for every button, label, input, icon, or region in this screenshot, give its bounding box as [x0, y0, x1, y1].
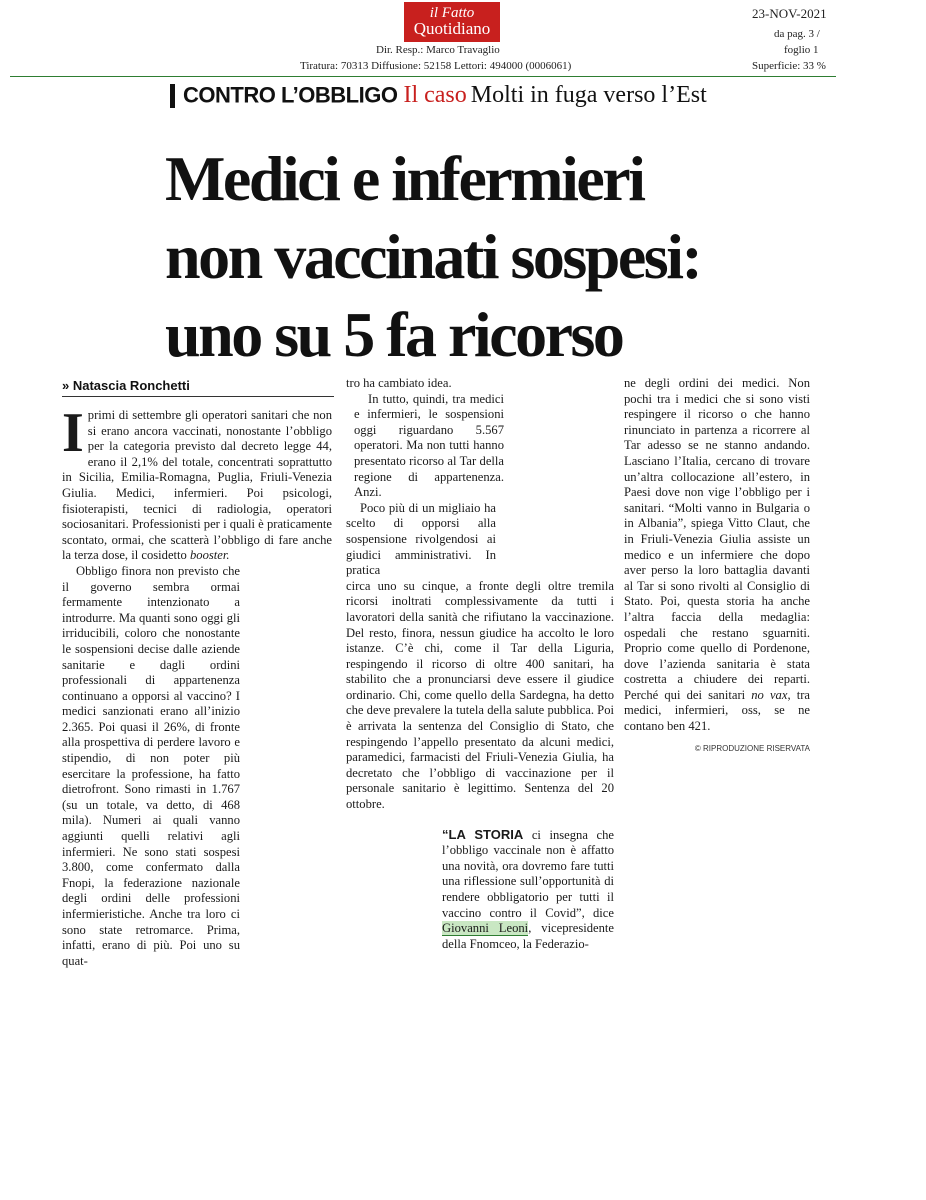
headline-line3: uno su 5 fa ricorso [165, 299, 623, 370]
paragraph: tro ha cambiato idea. [346, 376, 452, 390]
emphasis: no vax [751, 687, 788, 702]
logo-line2: Quotidiano [413, 19, 491, 38]
sheet-label: foglio 1 [784, 44, 819, 56]
kicker [170, 82, 707, 110]
paragraph: Poco più di un migliaio ha scelto di opporsi alla sospensione rivolgendosi ai giudici amministrativi. In pratica [346, 500, 496, 578]
page-label: da pag. 3 / [774, 28, 820, 40]
quote-text: ci insegna che l’obbligo vaccinale non è affatto una novità, ora dovremo fare tutti una riflessione sull’opportunità di rendere obbligatorio per tutti il vaccino contro il Covid”, dice [442, 827, 614, 920]
paragraph: Obbligo finora non previsto che il governo sembra ormai fermamente intenzionato a introdurre. Ma quanti sono oggi gli irriducibili, coloro che nonostante le sospensioni decise dalle aziende sanitarie e dagli ordini professionali di appartenenza continuano a opporsi al vaccino? I medici sanzionati erano all’inizio 2.365. Poi quasi il 26%, di fronte alla prospettiva di perdere lavoro e stipendio, di non poter più esercitare la professione, ha fatto dietrofront. Sono rimasti in 1.767 (su un totale, va detto, di 468 mila). Numeri ai quali vanno aggiunti quelli relativi agli infermieri. Ne sono stati sospesi 3.800, come confermato dalla Fnopi, la federazione nazionale degli ordini delle professioni infermieristiche. Anche tra loro ci sono state retromarce. Prima, infatti, erano di più. Poi uno su quat- [62, 563, 240, 968]
byline: » Natascia Ronchetti [62, 378, 190, 393]
quote-lead: “LA STORIA [442, 826, 524, 842]
article-column-3 [624, 376, 810, 756]
paragraph [62, 402, 332, 564]
date-label: 23-NOV-2021 [752, 6, 827, 21]
headline-line2: non vaccinati sospesi: [165, 221, 701, 292]
author-name: Natascia Ronchetti [72, 378, 190, 393]
director-line: Dir. Resp.: Marco Travaglio [376, 44, 500, 56]
emphasis: booster. [190, 548, 230, 563]
highlighted-name: Giovanni Leoni [442, 921, 529, 936]
kicker-section: CONTRO L’OBBLIGO [183, 82, 398, 108]
paragraph-text: ne degli ordini dei medici. Non pochi tra i medici che si sono visti respingere il ricorso o che hanno rinunciato in partenza a ricorrere al Tar adesso se ne stanno andando. Lasciano l’Italia, cercano di trovare un’altra collocazione all’estero, in Paesi dove non vige l’obbligo per i sanitari. “Molti vanno in Bulgaria o in Albania”, spiega Vitto Claut, che in Friuli-Venezia Giulia assiste un medico e un infermiere che dopo aver perso la loro battaglia davanti al Tar si sono rivolti al Consiglio di Stato. Poi, questa storia ha anche l’altra faccia della medaglia: ospedali che restano sguarniti. Proprio come quello di Pordenone, dove l’azienda sanitaria è stata costretta a chiudere dei reparti. Perché qui dei sanitari [624, 376, 810, 702]
kicker-label: Il caso [403, 82, 467, 108]
kicker-text: Molti in fuga verso l’Est [470, 82, 707, 108]
surface-label: Superficie: 33 % [752, 60, 826, 72]
copyright-note: © RIPRODUZIONE RISERVATA [694, 743, 810, 753]
logo-line1: il Fatto [429, 5, 475, 21]
paragraph-text: primi di settembre gli operatori sanitari che non si erano ancora vaccinati, nonostante l’obbligo per la categoria previsto dal decreto legge 44, erano il 2,1% del totale, concentrati soprattutto in Sicilia, Emilia-Romagna, Puglia, Friuli-Venezia Giulia. Medici, infermieri. Poi psicologi, fisioterapisti, tecnici di radiologia, operatori sociosanitari. Professionisti per i quali è praticamente scontato, ormai, che scatterà l’obbligo di fare anche la terza dose, il cosidetto [62, 408, 332, 563]
paragraph: In tutto, quindi, tra medici e infermieri, le sospensioni oggi riguardano 5.567 operatori. Ma non tutti hanno presentato ricorso al Tar della regione di appartenenza. Anzi. [354, 391, 504, 500]
drop-cap: I [62, 402, 84, 464]
byline-rule [62, 396, 334, 397]
article-column-2 [346, 376, 614, 952]
headline-line1: Medici e infermieri [165, 143, 644, 214]
header-rule [10, 76, 836, 77]
kicker-bar [170, 84, 175, 108]
newspaper-logo [404, 2, 500, 42]
quote-paragraph [346, 827, 614, 953]
paragraph: circa uno su cinque, a fronte degli oltre tremila ricorsi inoltrati complessivamente da tutti i lavoratori della sanità che rifiutano la vaccinazione. Del resto, finora, nessun giudice ha accolto le loro istanze. C’è chi, come il Tar della Liguria, respingendo il ricorso di oltre 400 sanitari, ha stabilito che a pronunciarsi deve essere il giudice ordinario. Chi, come quello della Sardegna, ha detto che deve prevalere la tutela della salute pubblica. Poi è arrivata la sentenza del Consiglio di Stato, che respingendo l’appello presentato da alcuni medici, paramedici, farmacisti del Friuli-Venezia Giulia, ha decretato che l’obbligo di vaccinazione per il personale sanitario è legittimo. Sentenza del 20 ottobre. [346, 578, 614, 812]
headline [165, 140, 785, 374]
quote-end: , vicepresidente della Fnomceo, la Federazio- [442, 921, 614, 951]
circulation-line: Tiratura: 70313 Diffusione: 52158 Lettori: 494000 (0006061) [300, 60, 572, 72]
paragraph-end: , tra medici, infermieri, oss, se ne contano ben 421. [624, 687, 810, 734]
paragraph [624, 376, 810, 735]
article-column-1 [62, 402, 332, 969]
